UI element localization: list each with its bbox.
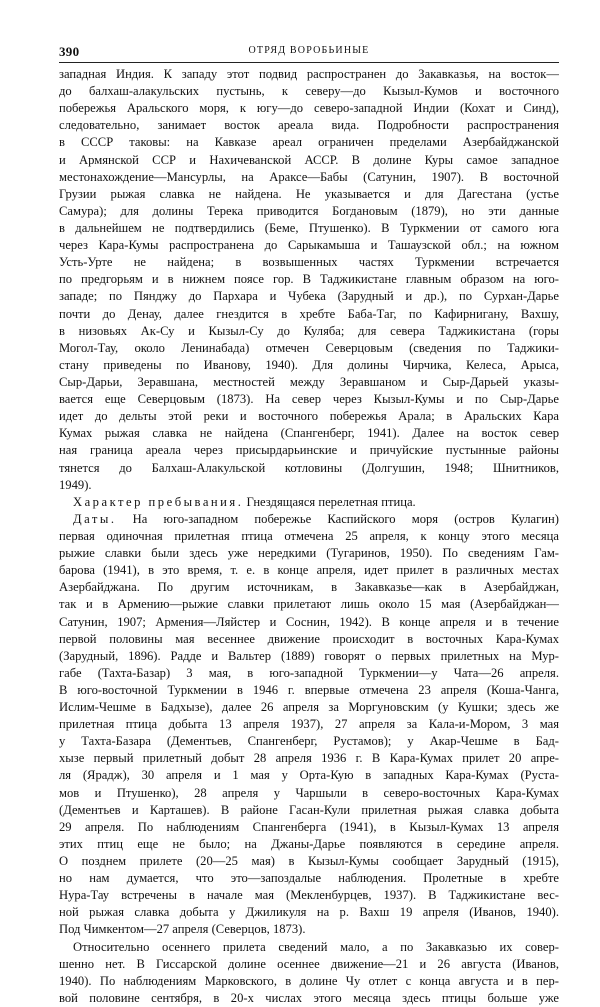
running-title: ОТРЯД ВОРОБЬИНЫЕ	[248, 45, 370, 56]
text-line: Грузии рыжая славка не найдена. Не указывается и для Дагестана (устье	[59, 186, 559, 201]
section-heading-residence: Характер пребывания.	[73, 494, 244, 509]
text-line: мов и Птушенко), 28 апреля у Чаршыли в северо-восточных Кара-Кумах	[59, 785, 559, 800]
text-line: по предгорьям и в нижнем поясе гор. В Таджикистане главным образом на юго-	[59, 272, 559, 287]
text-line: местонахождение—Мансурлы, на Араксе—Бабы (Сатунин, 1907). В восточной	[59, 169, 559, 184]
text-body	[59, 66, 559, 1007]
text-line: Азербайджана. По другим источникам, в Закавказье—как в Азербайджан,	[59, 580, 559, 595]
text-line: 29 апреля. По наблюдениям Спангенберга (1941), в Кызыл-Кумах 13 апреля	[59, 819, 559, 834]
text-line: первая одиночная прилетная птица отмечена 25 апреля, к концу этого месяца	[59, 528, 559, 543]
header-rule	[59, 62, 559, 63]
text-line: ля (Ярадж), 30 апреля и 1 мая у Орта-Кую в западных Кара-Кумах (Руста-	[59, 768, 559, 783]
text-line: 1949).	[59, 477, 92, 492]
text-line	[59, 511, 559, 528]
paragraph-dates	[59, 511, 559, 939]
text-line: Могол-Тау, около Ленинабада) отмечен Северцовым (сведения по Таджики-	[59, 340, 559, 355]
paragraph-residence	[59, 494, 559, 511]
text-line: в СССР таковы: на Кавказе ареал ограничен пределами Азербайджанской	[59, 135, 559, 150]
text-line: габе (Тахта-Базар) 3 мая, в юго-западной Туркмении—у Чата—26 апреля.	[59, 665, 559, 680]
text-line: стану приведены по Иванову, 1940). Для долины Чирчика, Келеса, Арыса,	[59, 357, 559, 372]
text-line: О позднем прилете (20—25 мая) в Кызыл-Кумы сообщает Зарудный (1915),	[59, 854, 559, 869]
text-line: до балхаш-алакульских пустынь, к северу—до Кызыл-Кумов и восточного	[59, 84, 559, 99]
text-line: и Армянской ССР и Нахичеванской АССР. В долине Куры самое западное	[59, 152, 559, 167]
section-heading-dates: Даты.	[73, 511, 117, 526]
text-line: ной рыжая славка добыта у Джиликуля на р. Вахш 19 апреля (Иванов, 1940).	[59, 905, 559, 920]
text-line: следовательно, занимает восток ареала вида. Подробности распространения	[59, 118, 559, 133]
text-line: так и в Армению—рыжие славки прилетают лишь около 15 мая (Азербайджан—	[59, 597, 559, 612]
text-line: 1940). По наблюдениям Марковского, в долине Чу отлет с конца августа и в пер-	[59, 973, 559, 988]
text-line: Относительно осеннего прилета сведений мало, а по Закавказью их совер-	[73, 939, 559, 954]
text-line: в низовьях Ак-Су и Кызыл-Су до Куляба; для севера Таджикистана (горы	[59, 323, 559, 338]
text-line: (Дементьев и Карташев). В районе Гасан-Кули прилетная рыжая славка добыта	[59, 802, 559, 817]
text-line: Нура-Тау встречены в начале мая (Мекленбурцев, 1937). В Таджикистане вес-	[59, 888, 559, 903]
text-line: Под Чимкентом—27 апреля (Северцов, 1873).	[59, 922, 306, 937]
text-line: шенно нет. В Гиссарской долине осеннее движение—21 и 26 августа (Иванов,	[59, 956, 559, 971]
text-line: Сыр-Дарьи, Зеравшана, местностей между Зеравшаном и Сыр-Дарьей указы-	[59, 374, 559, 389]
text-line: Кумах рыжая славка не найдена (Спангенберг, 1941). Далее на восток север	[59, 426, 559, 441]
text-line: первой половины мая весеннее движение происходит в восточных Кара-Кумах	[59, 631, 559, 646]
text-line: через Кара-Кумы распространена до Сарыкамыша и Ташаузской обл.; на южном	[59, 238, 559, 253]
page-number: 390	[59, 44, 80, 59]
text-line: идет до дельты этой реки и восточного побережья Арала; в Аральских Кара	[59, 409, 559, 424]
text-line: вается еще Северцовым (1873). На север через Кызыл-Кумы и по Сыр-Дарье	[59, 392, 559, 407]
paragraph-range	[59, 66, 559, 494]
text-line: Ислим-Чешме в Бадхызе), далее 26 апреля за Моргуновским (у Кушки; здесь же	[59, 700, 559, 715]
text-line: побережья Аральского моря, к югу—до северо-западной Индии (Кохат и Синд),	[59, 101, 559, 116]
text-line: почти до Денау, далее гнездится в хребте Баба-Таг, по Кафирнигану, Вахшу,	[59, 306, 559, 321]
text-line: прилетная птица добыта 13 апреля 1937), 27 апреля за Кала-и-Мором, 3 мая	[59, 717, 559, 732]
text-line: западная Индия. К западу этот подвид распространен до Закавказья, на восток—	[59, 67, 559, 81]
text-line: тянется до Балхаш-Алакульской котловины (Долгушин, 1948; Шнитников,	[59, 460, 559, 475]
text-line: рыжие славки были здесь уже нередкими (Тугаринов, 1950). По сведениям Гам-	[59, 546, 559, 561]
text-line: ная граница ареала через присырдарьинские и причуйские пустынные районы	[59, 443, 559, 458]
text-line: Усть-Урте не найдена; в возвышенных частях Туркмении встречается	[59, 255, 559, 270]
text-line: В юго-восточной Туркмении в 1946 г. впервые отмечена 23 апреля (Коша-Чанга,	[59, 682, 559, 697]
residence-text: Гнездящаяся перелетная птица.	[246, 494, 416, 509]
text-line: вой половине сентября, в 20-х числах этого месяца здесь птицы больше уже	[59, 990, 559, 1005]
text-line: барова (1941), в это время, т. е. в конце апреля, идет прилет в различных местах	[59, 563, 559, 578]
text-line: западе; по Пянджу до Пархара и Чубека (Зарудный и др.), по Сурхан-Дарье	[59, 289, 559, 304]
text-line: хызе первый прилетный добыт 28 апреля 1936 г. В Кара-Кумах прилет 20 апре-	[59, 751, 559, 766]
paragraph-autumn	[59, 939, 559, 1007]
text-line: Сатунин, 1907; Армения—Ляйстер и Соснин, 1942). В конце апреля и в течение	[59, 614, 559, 629]
page-header	[59, 44, 559, 60]
text-line: (Зарудный, 1896). Радде и Вальтер (1889) говорят о первых прилетных на Мур-	[59, 648, 559, 663]
text-line: в дальнейшем не подтвердились (Беме, Птушенко). В Туркмении от самого юга	[59, 220, 559, 235]
text-line	[59, 494, 559, 511]
text-line: но нам думается, что это—запоздалые наблюдения. Пролетные в хребте	[59, 871, 559, 886]
dates-first-line-text: На юго-западном побережье Каспийского моря (остров Кулагин)	[132, 511, 559, 526]
text-line: у Тахта-Базара (Дементьев, Спангенберг, Рустамов); у Акар-Чешме в Бад-	[59, 734, 559, 749]
text-line: Самура); для долины Терека приводится Богдановым (1879), но эти данные	[59, 203, 559, 218]
text-line: этих птиц еще не было; на Джаны-Дарье появляются в середине апреля.	[59, 836, 559, 851]
